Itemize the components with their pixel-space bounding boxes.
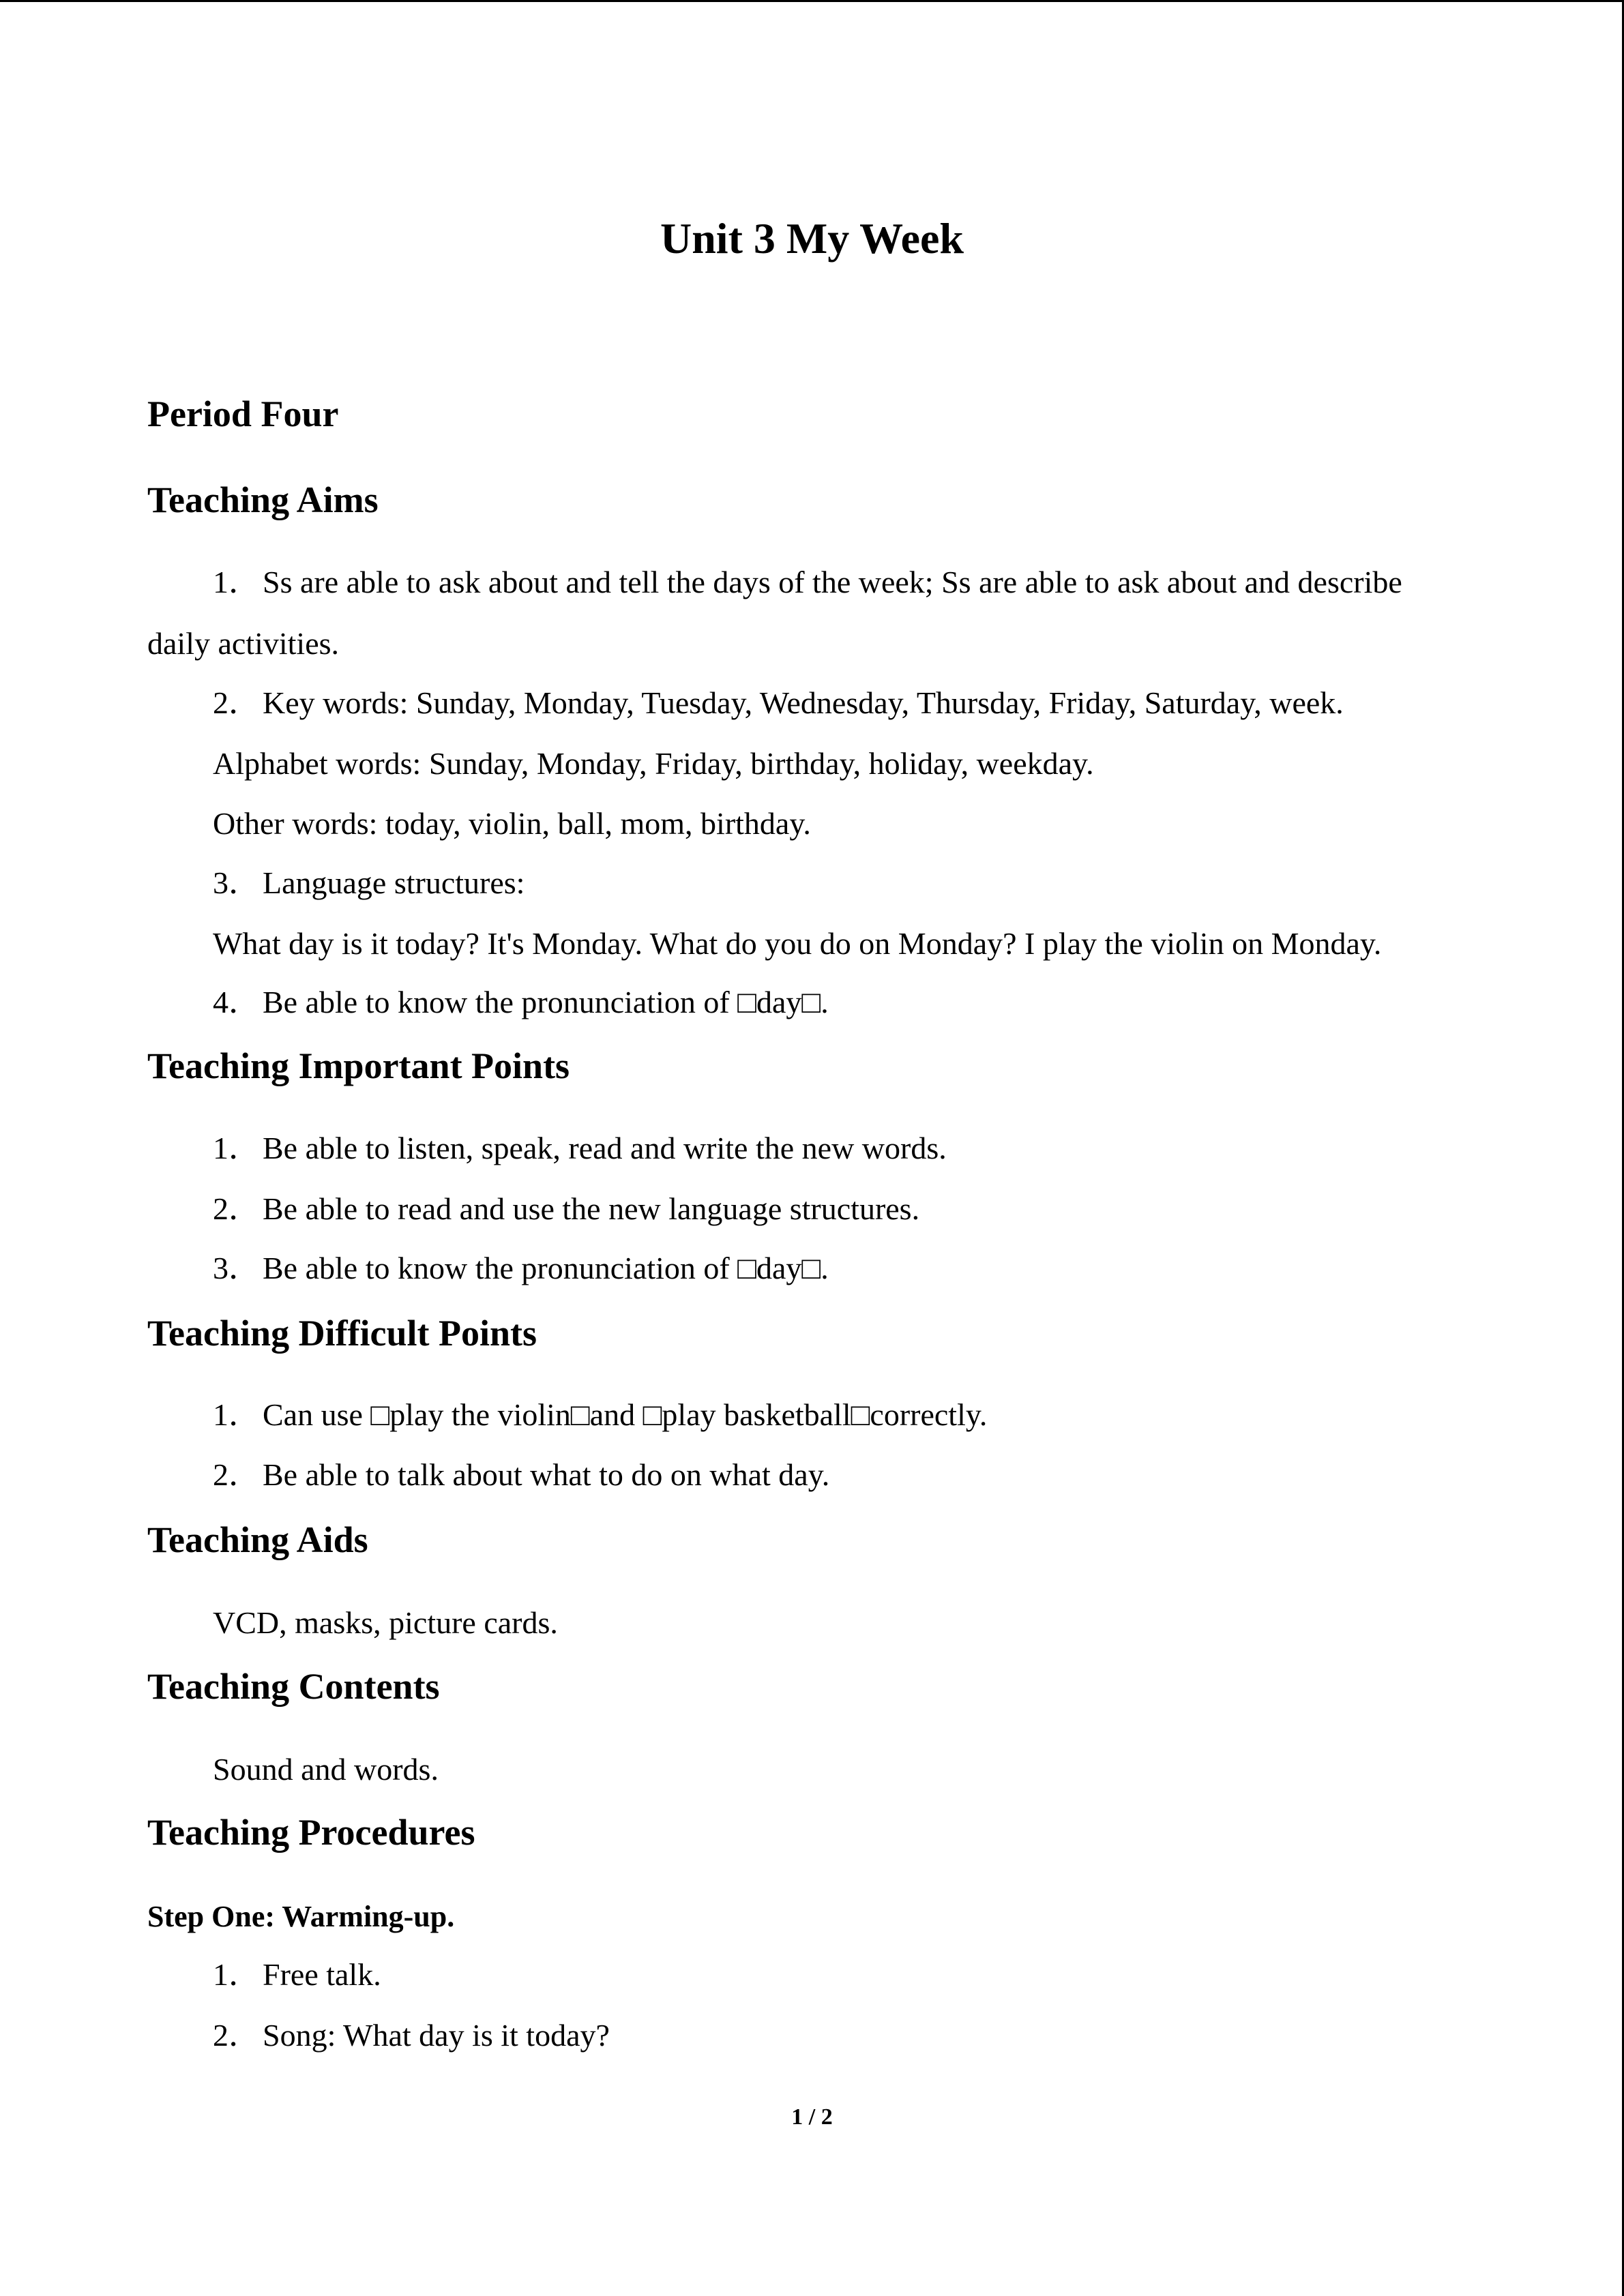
period-heading: Period Four xyxy=(147,393,339,434)
page-number: 1 / 2 xyxy=(791,2104,833,2130)
procedure-item-1-text: Free talk. xyxy=(263,1957,381,1992)
important-item-1-number: 1． xyxy=(213,1131,260,1165)
other-words: Other words: today, violin, ball, mom, birthday. xyxy=(213,806,811,841)
aims-item-1-text: Ss are able to ask about and tell the days of the week; Ss are able to ask about and describe xyxy=(263,565,1402,599)
teaching-contents-text: Sound and words. xyxy=(213,1752,439,1787)
aims-item-4-number: 4． xyxy=(213,985,260,1019)
difficult-item-2 xyxy=(213,1455,829,1495)
important-item-3-number: 3． xyxy=(213,1251,260,1285)
important-item-1-text: Be able to listen, speak, read and write the new words. xyxy=(263,1131,947,1165)
page-top-border xyxy=(0,0,1624,2)
procedure-item-2 xyxy=(213,2015,610,2056)
important-item-2-text: Be able to read and use the new language structures. xyxy=(263,1191,920,1226)
step-one-heading: Step One: Warming-up. xyxy=(147,1900,455,1933)
difficult-item-1 xyxy=(213,1395,987,1435)
aims-item-1 xyxy=(213,562,1402,603)
aims-item-1-number: 1． xyxy=(213,565,260,599)
alphabet-words: Alphabet words: Sunday, Monday, Friday, birthday, holiday, weekday. xyxy=(213,746,1094,781)
aims-item-2-number: 2． xyxy=(213,685,260,720)
difficult-points-heading: Teaching Difficult Points xyxy=(147,1313,537,1354)
important-item-1 xyxy=(213,1128,947,1169)
teaching-aims-heading: Teaching Aims xyxy=(147,479,379,520)
aims-item-4 xyxy=(213,982,829,1023)
procedure-item-1-number: 1． xyxy=(213,1957,260,1992)
difficult-item-2-number: 2． xyxy=(213,1457,260,1492)
difficult-item-1-text: Can use □play the violin□and □play basketball□correctly. xyxy=(263,1397,988,1432)
procedure-item-2-number: 2． xyxy=(213,2018,260,2053)
important-points-heading: Teaching Important Points xyxy=(147,1045,570,1086)
procedure-item-1 xyxy=(213,1954,381,1995)
aims-item-2 xyxy=(213,683,1344,724)
difficult-item-2-text: Be able to talk about what to do on what day. xyxy=(263,1457,830,1492)
teaching-aids-heading: Teaching Aids xyxy=(147,1519,368,1560)
aims-item-4-text: Be able to know the pronunciation of □day□. xyxy=(263,985,829,1019)
important-item-3-text: Be able to know the pronunciation of □day□. xyxy=(263,1251,829,1285)
document-title: Unit 3 My Week xyxy=(660,214,964,263)
important-item-2-number: 2． xyxy=(213,1191,260,1226)
difficult-item-1-number: 1． xyxy=(213,1397,260,1432)
aims-item-3 xyxy=(213,863,525,904)
teaching-procedures-heading: Teaching Procedures xyxy=(147,1812,475,1853)
teaching-contents-heading: Teaching Contents xyxy=(147,1666,440,1707)
language-structures: What day is it today? It's Monday. What do you do on Monday? I play the violin on Monday. xyxy=(213,926,1382,961)
teaching-aids-text: VCD, masks, picture cards. xyxy=(213,1605,558,1640)
important-item-3 xyxy=(213,1248,829,1289)
aims-item-3-text: Language structures: xyxy=(263,865,525,900)
procedure-item-2-text: Song: What day is it today? xyxy=(263,2018,610,2053)
aims-item-3-number: 3． xyxy=(213,865,260,900)
important-item-2 xyxy=(213,1189,919,1229)
aims-item-1-continuation: daily activities. xyxy=(147,626,340,661)
aims-item-2-text: Key words: Sunday, Monday, Tuesday, Wednesday, Thursday, Friday, Saturday, week. xyxy=(263,685,1344,720)
